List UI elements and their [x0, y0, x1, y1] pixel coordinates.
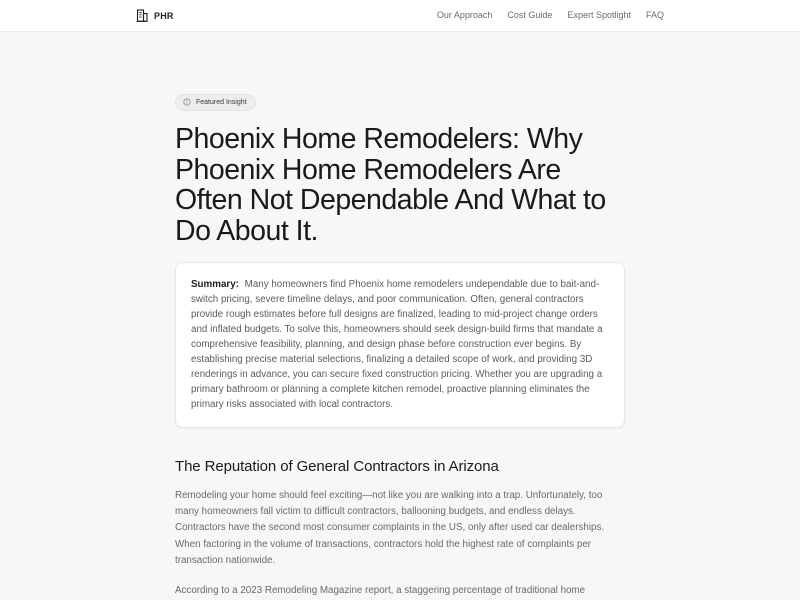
top-navigation-bar — [0, 0, 800, 32]
brand-name: PHR — [154, 10, 174, 21]
badge-label: Featured Insight — [196, 98, 247, 106]
building-icon — [136, 9, 148, 22]
nav-link-faq[interactable]: FAQ — [645, 10, 664, 20]
summary-card — [175, 262, 625, 428]
nav-link-our-approach[interactable]: Our Approach — [436, 10, 493, 20]
nav-link-cost-guide[interactable]: Cost Guide — [507, 10, 553, 20]
summary-label: Summary: — [191, 279, 239, 290]
section-heading: The Reputation of General Contractors in Arizona — [175, 458, 499, 475]
info-icon — [183, 98, 191, 106]
brand-logo[interactable] — [136, 9, 174, 22]
article-paragraph: According to a 2023 Remodeling Magazine report, a staggering percentage of traditional home — [175, 585, 586, 597]
featured-badge — [175, 94, 256, 111]
article — [175, 93, 625, 599]
summary-text: Many homeowners find Phoenix home remodelers undependable due to bait-and-switch pricing, severe timeline delays, and poor communication. Often, general contractors provide rough estimates before full designs are finalized, leading to mid-project change orders and inflated budgets. To solve this, homeowners should seek design-build firms that mandate a comprehensive feasibility, planning, and design phase before construction ever begins. By establishing precise material selections, finalizing a detailed scope of work, and providing 3D renderings in advance, you can secure fixed construction pricing. Whether you are upgrading a primary bathroom or planning a complete kitchen remodel, proactive planning eliminates the primary risks associated with local contractors. — [191, 279, 603, 410]
article-paragraph: Remodeling your home should feel exciting—not like you are walking into a trap. Unfortunately, too many homeowners fall victim to difficult contractors, ballooning budgets, and endless delays. Contractors have the second most consumer complaints in the US, only after used car dealerships. When factoring in the volume of transactions, contractors hold the highest rate of complaints per transaction nationwide. — [175, 490, 605, 566]
article-title: Phoenix Home Remodelers: Why Phoenix Home Remodelers Are Often Not Dependable And What to Do About It. — [175, 123, 606, 247]
main-nav — [437, 10, 664, 20]
nav-link-expert-spotlight[interactable]: Expert Spotlight — [567, 10, 631, 20]
